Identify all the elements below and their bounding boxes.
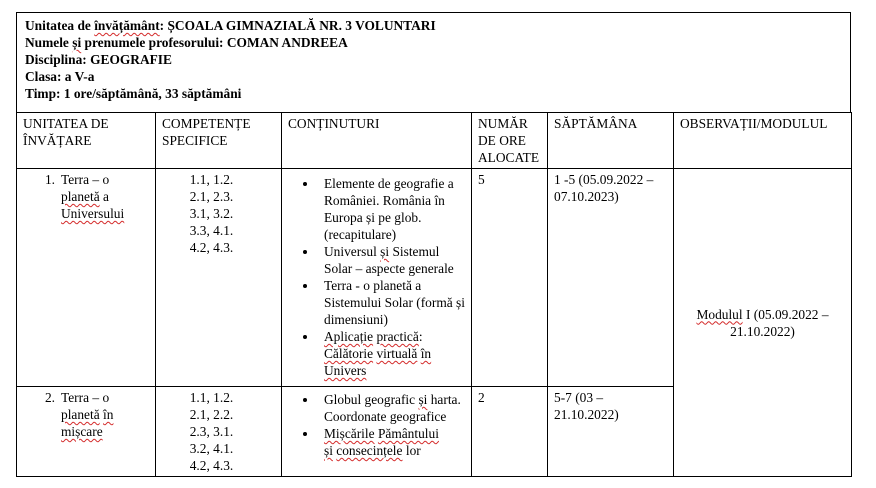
col-header-competences: COMPETENȚE SPECIFICE [156, 113, 282, 169]
content-cell [282, 387, 472, 477]
competences-cell: 1.1, 1.2. 2.1, 2.2. 2.3, 3.1. 3.2, 4.1. 4.2, 4.3. [156, 387, 282, 477]
week-cell: 1 -5 (05.09.2022 – 07.10.2023) [548, 169, 674, 387]
school-line: Unitatea de învățământ: ȘCOALA GIMNAZIALĂ NR. 3 VOLUNTARI [25, 18, 436, 33]
document-page [16, 12, 851, 477]
list-item: • Aplicație practică: Călătorie virtuală în Univers [318, 328, 465, 379]
col-header-week: SĂPTĂMÂNA [548, 113, 674, 169]
document-header [16, 12, 851, 112]
unit-cell: 2. Terra – o planetă în mișcare [17, 387, 156, 477]
planning-table [16, 112, 852, 477]
table-header-row [17, 113, 852, 169]
teacher-line: Numele și prenumele profesorului: COMAN ANDREEA [25, 35, 348, 50]
subject-line: Disciplina: GEOGRAFIE [25, 52, 172, 67]
class-line: Clasa: a V-a [25, 69, 95, 84]
list-item: • Elemente de geografie a României. România în Europa și pe glob. (recapitulare) [318, 175, 465, 243]
week-cell: 5-7 (03 – 21.10.2022) [548, 387, 674, 477]
list-item: • Globul geografic și harta. Coordonate geografice [318, 391, 465, 425]
list-item: • Mișcările Pământului și consecințele lor [318, 425, 465, 459]
col-header-hours: NUMĂR DE ORE ALOCATE [472, 113, 548, 169]
col-header-observations: OBSERVAȚII/MODULUL [674, 113, 852, 169]
table-row [17, 169, 852, 387]
content-cell [282, 169, 472, 387]
hours-cell: 2 [472, 387, 548, 477]
time-line: Timp: 1 ore/săptămână, 33 săptămâni [25, 86, 242, 101]
list-item: • Terra - o planetă a Sistemului Solar (formă și dimensiuni) [318, 277, 465, 328]
col-header-content: CONȚINUTURI [282, 113, 472, 169]
list-item: • Universul și Sistemul Solar – aspecte generale [318, 243, 465, 277]
module-cell: Modulul I (05.09.2022 – 21.10.2022) [674, 169, 852, 477]
hours-cell: 5 [472, 169, 548, 387]
unit-cell: 1. Terra – o planetă a Universului [17, 169, 156, 387]
content-list [288, 391, 465, 459]
competences-cell: 1.1, 1.2. 2.1, 2.3. 3.1, 3.2. 3.3, 4.1. 4.2, 4.3. [156, 169, 282, 387]
col-header-unit: UNITATEA DE ÎNVĂȚARE [17, 113, 156, 169]
content-list [288, 175, 465, 379]
